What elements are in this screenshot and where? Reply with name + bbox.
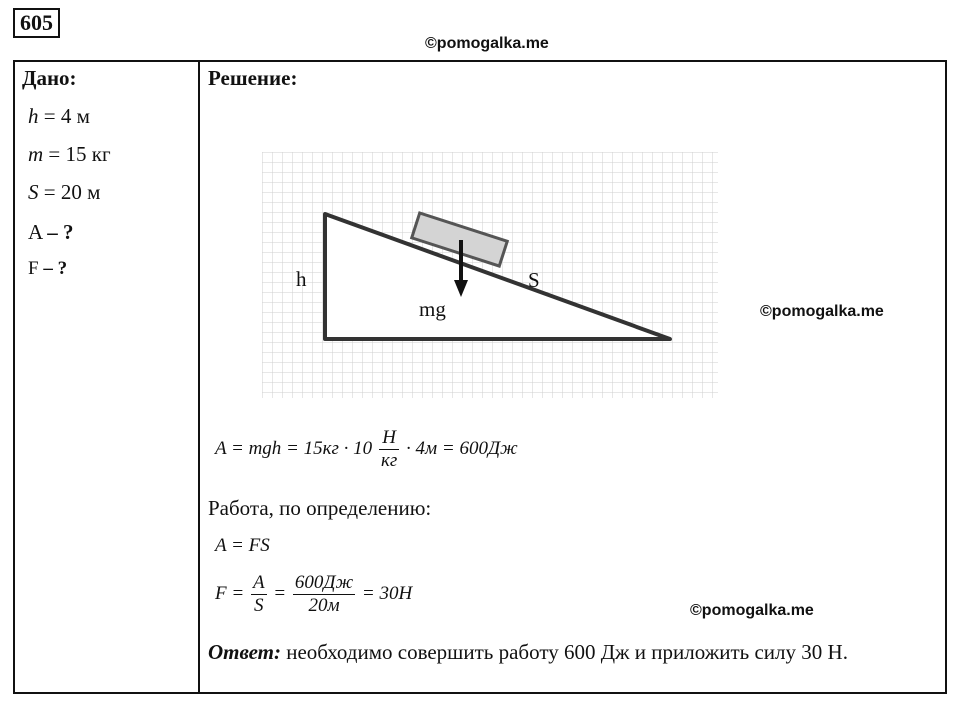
given-symbol: F [28, 258, 39, 279]
frac-numerator: A [252, 572, 265, 593]
formula-force-rhs: = 30Н [361, 582, 413, 604]
frac-numerator: Н [379, 427, 399, 450]
answer [208, 637, 928, 667]
frac-denominator: 20м [308, 595, 340, 616]
given-value: = 15 кг [48, 142, 111, 166]
given-symbol: h [28, 104, 39, 128]
answer-text: необходимо совершить работу 600 Дж и приложить силу 30 Н. [281, 640, 848, 664]
given-a [28, 220, 74, 245]
solution-header: Решение: [208, 66, 298, 90]
frac-denominator: S [253, 595, 264, 616]
label-h: h [296, 267, 307, 291]
watermark-middle: ©pomogalka.me [760, 303, 884, 320]
given-symbol: A [28, 220, 43, 244]
incline-diagram [262, 152, 722, 402]
given-symbol: S [28, 180, 39, 204]
formula-work [215, 427, 518, 472]
label-mg: mg [419, 297, 446, 321]
formula-force-lhs: F = [215, 582, 245, 604]
formula-a-fs: A = FS [215, 535, 270, 556]
formula-work-rhs: · 4м = 600Дж [406, 437, 518, 459]
watermark-bottom: ©pomogalka.me [690, 602, 814, 619]
label-s: S [528, 268, 540, 292]
formula-work-lhs: A = mgh = 15кг · 10 [215, 437, 373, 459]
formula-eq: = [273, 582, 287, 604]
given-symbol: m [28, 142, 44, 166]
problem-number: 605 [13, 8, 60, 38]
formula-force [215, 572, 412, 617]
given-value: – ? [47, 220, 74, 244]
fraction-a-over-s [251, 572, 267, 617]
given-h [28, 104, 90, 129]
given-value: – ? [43, 258, 68, 279]
given-m [28, 142, 111, 167]
column-divider [198, 60, 200, 694]
given-s [28, 180, 100, 205]
answer-label: Ответ: [208, 640, 281, 664]
given-value: = 4 м [43, 104, 90, 128]
fraction-n-per-kg [379, 427, 399, 472]
fraction-600-over-20 [293, 572, 355, 617]
given-f [28, 258, 67, 280]
watermark-top: ©pomogalka.me [425, 35, 549, 52]
given-value: = 20 м [43, 180, 101, 204]
definition-text: Работа, по определению: [208, 496, 432, 520]
given-header: Дано: [22, 66, 77, 90]
frac-numerator: 600Дж [294, 572, 354, 593]
frac-denominator: кг [380, 450, 398, 471]
